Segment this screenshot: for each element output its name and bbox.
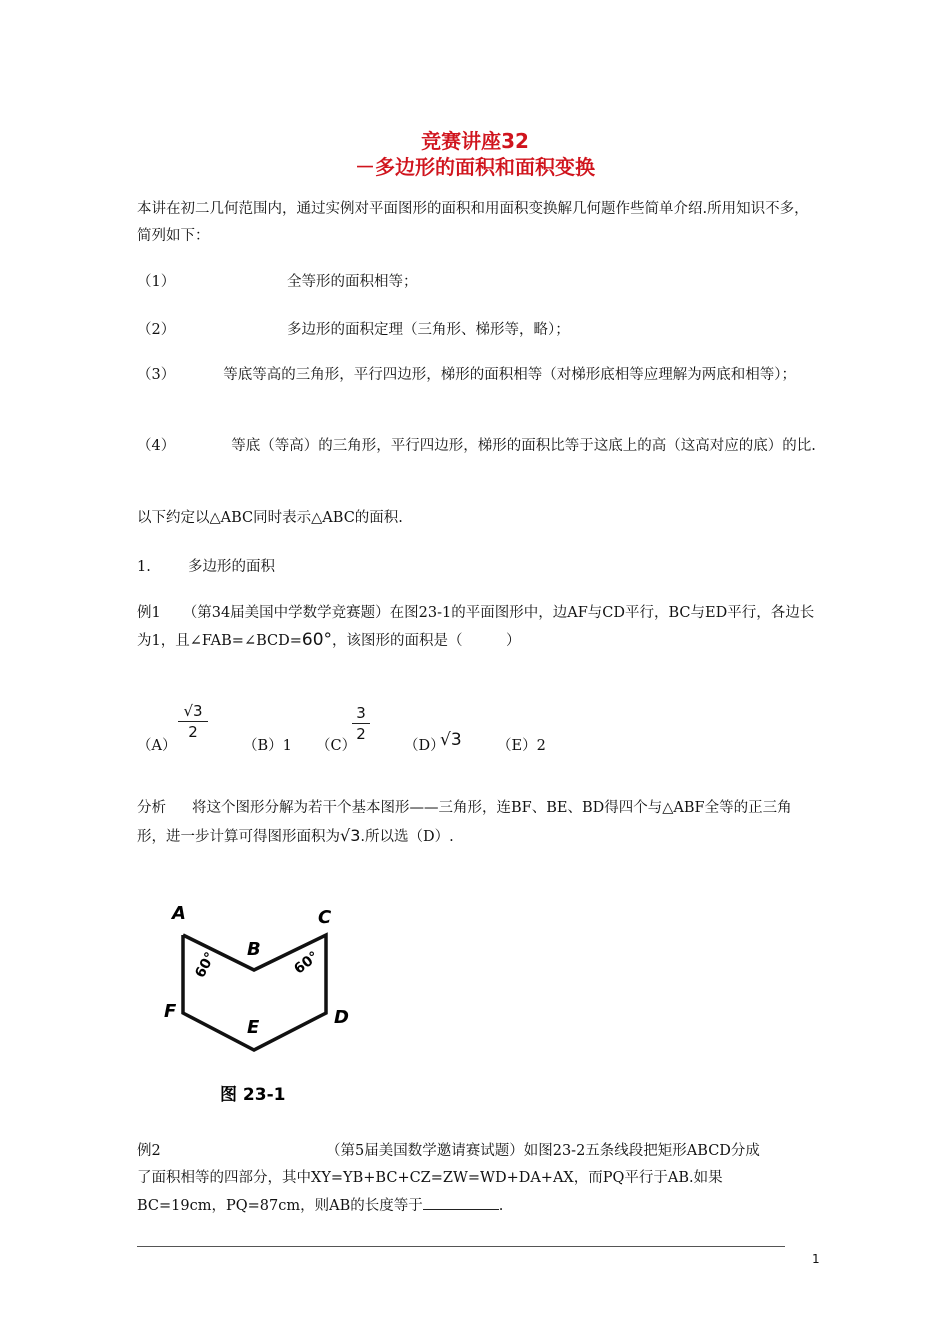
section-1-number: 1. [137, 559, 151, 575]
option-c-fraction [352, 704, 370, 743]
example-2-label: 例2 [137, 1143, 161, 1159]
option-c-denominator: 2 [356, 725, 366, 743]
item-4-text: 等底（等高）的三角形，平行四边形，梯形的面积比等于这底上的高（这高对应的底）的比. [231, 438, 816, 454]
vertex-b-label: B [247, 939, 261, 960]
item-1-label: （1） [137, 274, 176, 290]
vertex-a-label: A [172, 903, 186, 924]
item-3-label: （3） [137, 367, 176, 383]
item-2-text: 多边形的面积定理（三角形、梯形等，略）； [287, 322, 570, 338]
item-2-label: （2） [137, 322, 176, 338]
vertex-c-label: C [318, 907, 332, 928]
example-1 [137, 600, 817, 655]
footer-rule [137, 1246, 785, 1247]
analysis-text-end: .所以选（D）. [360, 829, 454, 845]
analysis [137, 795, 817, 851]
option-a-numerator: √3 [183, 702, 203, 720]
example-2-line-1: （第5届美国数学邀请赛试题）如图23-2五条线段把矩形ABCD分成 [326, 1143, 760, 1159]
option-c-label: （C） [316, 738, 357, 754]
figure-23-1 [158, 895, 368, 1110]
example-1-text: （第34届美国中学数学竞赛题）在图23-1的平面图形中，边AF与CD平行，BC与ED平行，各边长为1，且∠FAB=∠BCD= [137, 605, 815, 649]
angle-label-c: 60° [291, 948, 322, 978]
option-d-label: （D） [404, 738, 445, 754]
option-d-value: √3 [440, 730, 462, 750]
item-1-text: 全等形的面积相等； [287, 274, 418, 290]
item-3-text: 等底等高的三角形，平行四边形，梯形的面积相等（对梯形底相等应理解为两底和相等）； [223, 367, 796, 383]
item-4 [137, 433, 817, 460]
item-4-label: （4） [137, 438, 176, 454]
option-e: （E）2 [497, 738, 546, 754]
item-3 [137, 362, 817, 389]
angle-label-a: 60° [192, 949, 219, 981]
section-1-title: 多边形的面积 [188, 559, 275, 575]
example-2-line-3-text: BC=19cm，PQ=87cm，则AB的长度等于 [137, 1198, 423, 1214]
example-2-line-3 [137, 1195, 503, 1216]
vertex-f-label: F [164, 1001, 177, 1022]
example-1-text-end: ，该图形的面积是（ ） [332, 633, 521, 649]
example-2-line-2: 了面积相等的四部分，其中XY=YB+BC+CZ=ZW=WD+DA+AX，而PQ平行于AB.如果 [137, 1170, 723, 1186]
vertex-d-label: D [334, 1007, 349, 1028]
intro-paragraph: 本讲在初二几何范围内，通过实例对平面图形的面积和用面积变换解几何题作些简单介绍.所用知识不多，简列如下： [137, 201, 809, 244]
example-2-line-3-end: . [498, 1198, 504, 1214]
analysis-text: 将这个图形分解为若干个基本图形——三角形，连BF、BE、BD得四个与△ABF全等的正三角形，进一步计算可得图形面积为 [137, 800, 792, 845]
option-a-fraction [178, 702, 208, 741]
option-a-label: （A） [137, 738, 177, 754]
example-1-angle: 60° [301, 630, 333, 650]
figure-caption: 图 23-1 [220, 1085, 286, 1105]
option-a-denominator: 2 [188, 723, 198, 741]
analysis-label: 分析 [137, 800, 166, 816]
convention-text: 以下约定以△ABC同时表示△ABC的面积. [137, 510, 403, 526]
lecture-subtitle: －多边形的面积和面积变换 [355, 155, 595, 179]
option-c-numerator: 3 [356, 704, 366, 722]
example-1-label: 例1 [137, 605, 161, 621]
lecture-title: 竞赛讲座32 [421, 129, 529, 153]
answer-blank [423, 1195, 499, 1210]
page-number: 1 [812, 1252, 820, 1266]
vertex-e-label: E [247, 1017, 260, 1038]
option-b: （B）1 [243, 738, 292, 754]
analysis-value: √3 [340, 826, 361, 845]
